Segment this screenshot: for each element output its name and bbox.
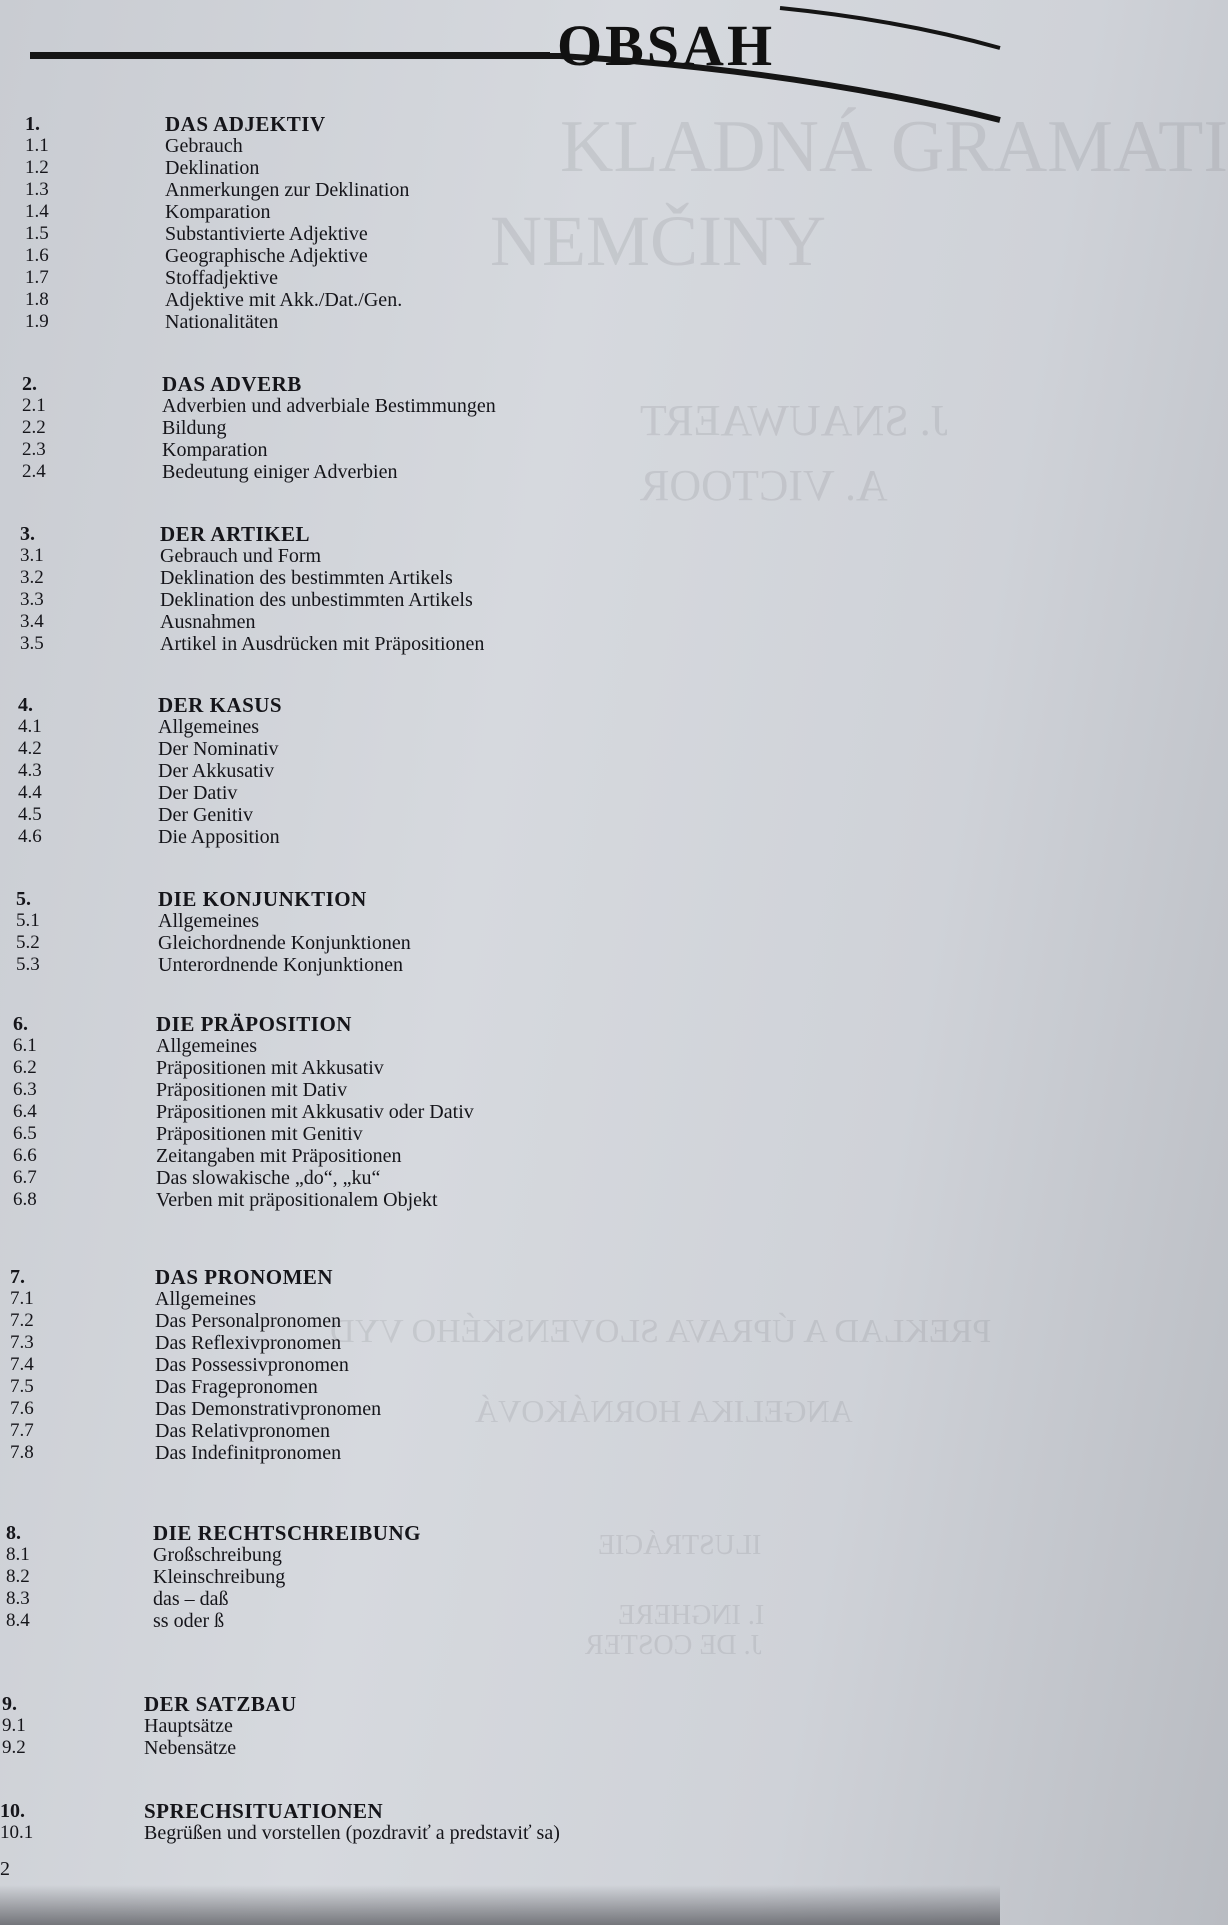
section-number: 3. — [20, 523, 35, 545]
toc-item[interactable] — [18, 826, 918, 848]
ghost-text: ANGELIKA HORNÁKOVÁ — [475, 1393, 853, 1429]
section-number: 2. — [22, 373, 37, 395]
item-label: Anmerkungen zur Deklination — [165, 179, 410, 201]
item-number: 4.1 — [18, 716, 42, 737]
toc-item[interactable] — [10, 1420, 910, 1442]
toc-item[interactable] — [18, 738, 918, 760]
item-number: 3.4 — [20, 611, 44, 632]
item-number: 6.7 — [13, 1167, 37, 1188]
item-label: Allgemeines — [158, 910, 260, 932]
section-heading[interactable] — [0, 1800, 900, 1822]
toc-item[interactable] — [6, 1544, 906, 1566]
item-label: Komparation — [165, 201, 271, 223]
section-title: DIE KONJUNKTION — [158, 887, 367, 911]
section-heading[interactable] — [16, 888, 916, 910]
item-label: Das Possessivpronomen — [155, 1354, 349, 1376]
section-title: DAS ADVERB — [162, 372, 302, 396]
item-number: 7.8 — [10, 1442, 34, 1463]
section-heading[interactable] — [13, 1013, 913, 1035]
toc-section — [13, 1013, 913, 1211]
toc-item[interactable] — [13, 1057, 913, 1079]
ghost-text: ILUSTRÁCIE — [598, 1530, 762, 1561]
item-label: Nebensätze — [144, 1737, 237, 1759]
item-label: Das Reflexivpronomen — [155, 1332, 342, 1354]
toc-item[interactable] — [2, 1715, 902, 1737]
section-heading[interactable] — [22, 373, 922, 395]
toc-item[interactable] — [13, 1123, 913, 1145]
toc-item[interactable] — [22, 417, 922, 439]
item-label: Ausnahmen — [160, 611, 256, 633]
item-label: Gebrauch — [165, 135, 243, 157]
item-label: Substantivierte Adjektive — [165, 223, 368, 245]
item-label: Der Dativ — [158, 782, 238, 804]
item-number: 7.1 — [10, 1288, 34, 1309]
toc-item[interactable] — [20, 567, 920, 589]
item-label: Komparation — [162, 439, 268, 461]
toc-item[interactable] — [25, 289, 925, 311]
item-label: Artikel in Ausdrücken mit Präpositionen — [160, 633, 485, 655]
toc-item[interactable] — [6, 1610, 906, 1632]
item-label: Die Apposition — [158, 826, 280, 848]
section-heading[interactable] — [18, 694, 918, 716]
item-label: Deklination des bestimmten Artikels — [160, 567, 453, 589]
item-label: Präpositionen mit Dativ — [156, 1079, 348, 1101]
section-title: SPRECHSITUATIONEN — [144, 1799, 384, 1823]
section-number: 6. — [13, 1013, 28, 1035]
toc-item[interactable] — [18, 804, 918, 826]
page-number: 2 — [0, 1858, 10, 1880]
item-number: 3.3 — [20, 589, 44, 610]
item-number: 6.1 — [13, 1035, 37, 1056]
item-label: Allgemeines — [158, 716, 260, 738]
section-heading[interactable] — [6, 1522, 906, 1544]
section-heading[interactable] — [25, 113, 925, 135]
ghost-text: A. VICTOOR — [640, 461, 888, 510]
toc-item[interactable] — [25, 223, 925, 245]
toc-item[interactable] — [18, 782, 918, 804]
item-number: 1.2 — [25, 157, 49, 178]
item-number: 7.3 — [10, 1332, 34, 1353]
item-label: Allgemeines — [155, 1288, 257, 1310]
item-number: 1.8 — [25, 289, 49, 310]
toc-section — [10, 1266, 910, 1464]
item-number: 6.6 — [13, 1145, 37, 1166]
toc-item[interactable] — [20, 633, 920, 655]
item-number: 10.1 — [0, 1822, 34, 1843]
item-number: 6.4 — [13, 1101, 37, 1122]
toc-item[interactable] — [10, 1310, 910, 1332]
item-number: 5.1 — [16, 910, 40, 931]
item-number: 7.2 — [10, 1310, 34, 1331]
toc-item[interactable] — [10, 1376, 910, 1398]
item-number: 2.4 — [22, 461, 46, 482]
item-label: Deklination — [165, 157, 260, 179]
item-number: 4.6 — [18, 826, 42, 847]
item-number: 9.1 — [2, 1715, 26, 1736]
toc-item[interactable] — [10, 1288, 910, 1310]
toc-item[interactable] — [25, 201, 925, 223]
item-number: 1.5 — [25, 223, 49, 244]
toc-item[interactable] — [25, 311, 925, 333]
toc-item[interactable] — [22, 439, 922, 461]
toc-section — [16, 888, 916, 976]
toc-section — [22, 373, 922, 483]
item-label: Adjektive mit Akk./Dat./Gen. — [165, 289, 403, 311]
item-label: das – daß — [153, 1588, 229, 1610]
item-label: Unterordnende Konjunktionen — [158, 954, 403, 976]
toc-item[interactable] — [13, 1101, 913, 1123]
item-label: Großschreibung — [153, 1544, 282, 1566]
toc-item[interactable] — [0, 1822, 900, 1844]
section-heading[interactable] — [2, 1693, 902, 1715]
item-label: Adverbien und adverbiale Bestimmungen — [162, 395, 496, 417]
section-title: DER ARTIKEL — [160, 522, 311, 546]
toc-item[interactable] — [25, 179, 925, 201]
toc-item[interactable] — [6, 1566, 906, 1588]
toc-item[interactable] — [2, 1737, 902, 1759]
item-number: 4.3 — [18, 760, 42, 781]
item-label: Der Nominativ — [158, 738, 279, 760]
toc-section — [25, 113, 925, 333]
item-label: Der Genitiv — [158, 804, 253, 826]
toc-section — [18, 694, 918, 848]
section-title: DAS PRONOMEN — [155, 1265, 334, 1289]
item-number: 6.2 — [13, 1057, 37, 1078]
item-number: 3.2 — [20, 567, 44, 588]
section-title: DIE PRÄPOSITION — [156, 1012, 352, 1036]
page-edge-shadow — [0, 1885, 1000, 1925]
item-label: Bedeutung einiger Adverbien — [162, 461, 398, 483]
item-number: 8.2 — [6, 1566, 30, 1587]
item-label: Das Demonstrativpronomen — [155, 1398, 382, 1420]
item-number: 7.7 — [10, 1420, 34, 1441]
item-number: 8.3 — [6, 1588, 30, 1609]
ghost-text: J. SNAUWAERT — [640, 396, 948, 445]
toc-item[interactable] — [13, 1079, 913, 1101]
item-label: Geographische Adjektive — [165, 245, 368, 267]
toc-item[interactable] — [25, 135, 925, 157]
toc-section — [2, 1693, 902, 1759]
section-number: 4. — [18, 694, 33, 716]
toc-item[interactable] — [22, 461, 922, 483]
item-number: 1.6 — [25, 245, 49, 266]
item-label: ss oder ß — [153, 1610, 225, 1632]
toc-item[interactable] — [16, 910, 916, 932]
item-label: Stoffadjektive — [165, 267, 278, 289]
item-number: 4.5 — [18, 804, 42, 825]
toc-item[interactable] — [6, 1588, 906, 1610]
item-number: 5.3 — [16, 954, 40, 975]
ghost-text: J. DE COSTER — [585, 1630, 762, 1661]
item-label: Begrüßen und vorstellen (pozdraviť a predstaviť sa) — [144, 1822, 560, 1844]
item-label: Das Relativpronomen — [155, 1420, 330, 1442]
toc-item[interactable] — [25, 157, 925, 179]
toc-item[interactable] — [20, 611, 920, 633]
item-number: 5.2 — [16, 932, 40, 953]
item-number: 4.2 — [18, 738, 42, 759]
item-number: 2.1 — [22, 395, 46, 416]
item-number: 8.1 — [6, 1544, 30, 1565]
item-number: 7.5 — [10, 1376, 34, 1397]
item-label: Gebrauch und Form — [160, 545, 322, 567]
item-number: 3.1 — [20, 545, 44, 566]
toc-item[interactable] — [18, 716, 918, 738]
item-label: Das slowakische „do“, „ku“ — [156, 1167, 381, 1189]
item-label: Präpositionen mit Akkusativ — [156, 1057, 384, 1079]
section-title: DER KASUS — [158, 693, 283, 717]
section-heading[interactable] — [20, 523, 920, 545]
item-number: 1.1 — [25, 135, 49, 156]
item-label: Gleichordnende Konjunktionen — [158, 932, 411, 954]
item-number: 1.3 — [25, 179, 49, 200]
item-number: 6.5 — [13, 1123, 37, 1144]
toc-item[interactable] — [13, 1035, 913, 1057]
item-label: Der Akkusativ — [158, 760, 275, 782]
section-title: DAS ADJEKTIV — [165, 112, 326, 136]
item-number: 2.2 — [22, 417, 46, 438]
section-title: DIE RECHTSCHREIBUNG — [153, 1521, 421, 1545]
page-title: OBSAH — [557, 13, 776, 78]
ghost-text: I. INGHERE — [618, 1600, 765, 1631]
toc-item[interactable] — [13, 1189, 913, 1211]
toc-item[interactable] — [10, 1332, 910, 1354]
section-number: 9. — [2, 1693, 17, 1715]
toc-section — [20, 523, 920, 655]
item-label: Verben mit präpositionalem Objekt — [156, 1189, 438, 1211]
section-number: 8. — [6, 1522, 21, 1544]
toc-item[interactable] — [16, 932, 916, 954]
ghost-text: PREKLAD A ÚPRAVA SLOVENSKÉHO VYD — [330, 1313, 992, 1350]
ghost-text: NEMČINY — [490, 201, 826, 281]
toc-item[interactable] — [20, 589, 920, 611]
item-label: Hauptsätze — [144, 1715, 233, 1737]
item-number: 6.8 — [13, 1189, 37, 1210]
toc-item[interactable] — [18, 760, 918, 782]
section-number: 10. — [0, 1800, 25, 1822]
toc-item[interactable] — [22, 395, 922, 417]
toc-item[interactable] — [25, 267, 925, 289]
item-number: 3.5 — [20, 633, 44, 654]
toc-item[interactable] — [13, 1145, 913, 1167]
item-number: 1.7 — [25, 267, 49, 288]
section-title: DER SATZBAU — [144, 1692, 297, 1716]
item-number: 9.2 — [2, 1737, 26, 1758]
toc-item[interactable] — [16, 954, 916, 976]
section-number: 5. — [16, 888, 31, 910]
item-label: Präpositionen mit Genitiv — [156, 1123, 363, 1145]
item-label: Kleinschreibung — [153, 1566, 286, 1588]
section-number: 7. — [10, 1266, 25, 1288]
item-label: Allgemeines — [156, 1035, 258, 1057]
item-label: Das Indefinitpronomen — [155, 1442, 342, 1464]
toc-item[interactable] — [13, 1167, 913, 1189]
item-label: Deklination des unbestimmten Artikels — [160, 589, 473, 611]
item-label: Zeitangaben mit Präpositionen — [156, 1145, 402, 1167]
item-label: Das Personalpronomen — [155, 1310, 342, 1332]
item-number: 1.4 — [25, 201, 49, 222]
toc-section — [6, 1522, 906, 1632]
toc-item[interactable] — [25, 245, 925, 267]
item-number: 6.3 — [13, 1079, 37, 1100]
toc-item[interactable] — [10, 1354, 910, 1376]
item-number: 4.4 — [18, 782, 42, 803]
ghost-text: KLADNÁ GRAMATI — [560, 106, 1228, 188]
item-number: 7.6 — [10, 1398, 34, 1419]
item-label: Bildung — [162, 417, 227, 439]
section-heading[interactable] — [10, 1266, 910, 1288]
toc-item[interactable] — [20, 545, 920, 567]
item-number: 1.9 — [25, 311, 49, 332]
item-label: Präpositionen mit Akkusativ oder Dativ — [156, 1101, 474, 1123]
toc-item[interactable] — [10, 1442, 910, 1464]
item-number: 2.3 — [22, 439, 46, 460]
item-label: Das Fragepronomen — [155, 1376, 318, 1398]
item-label: Nationalitäten — [165, 311, 279, 333]
item-number: 7.4 — [10, 1354, 34, 1375]
section-number: 1. — [25, 113, 40, 135]
toc-section — [0, 1800, 900, 1844]
toc-item[interactable] — [10, 1398, 910, 1420]
item-number: 8.4 — [6, 1610, 30, 1631]
